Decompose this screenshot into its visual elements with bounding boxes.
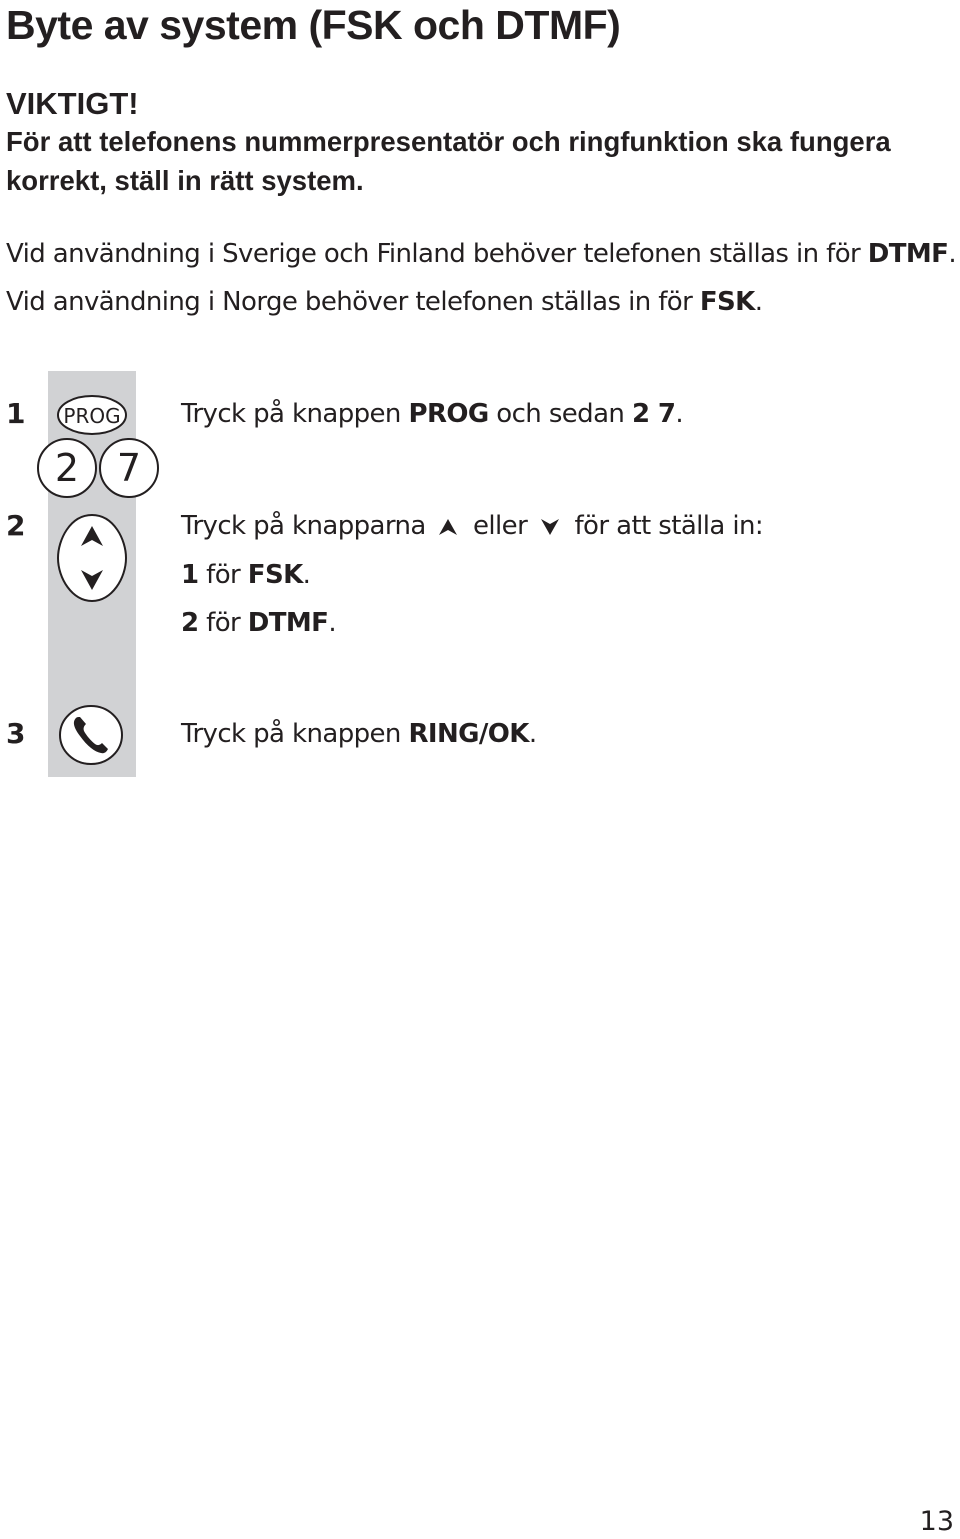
page-title: Byte av system (FSK och DTMF) [6,2,621,48]
option-number: 2 [181,608,199,638]
step-3-number: 3 [6,717,26,750]
step-1-text-part: . [675,399,684,429]
system-fsk: FSK [699,287,755,317]
up-arrow-icon [437,517,459,537]
step-3-text [181,716,537,752]
option-text: för [198,608,248,638]
key-7-label: 7 [116,446,142,490]
step-1-text-part: och sedan [488,399,632,429]
paragraph-sweden-finland [6,236,956,272]
step-1-prog: PROG [408,399,489,429]
option-dtmf [181,605,336,641]
option-text: för [198,560,248,590]
up-down-navigation-icon [56,512,128,604]
step-1-number: 1 [6,397,26,430]
key-2-label: 2 [54,446,80,490]
option-end: . [328,608,337,638]
paragraph-norway [6,284,956,320]
option-value: DTMF [247,608,329,638]
system-dtmf: DTMF [867,239,949,269]
option-value: FSK [247,560,303,590]
paragraph-text: Vid användning i Norge behöver telefonen ställas in för [6,287,700,317]
important-heading: VIKTIGT! [6,86,139,121]
phone-handset-icon [58,704,124,766]
option-end: . [302,560,311,590]
important-text: För att telefonens nummerpresentatör och ringfunktion ska fungera korrekt, ställ in rätt system. [6,126,891,196]
prog-button-icon [56,394,128,436]
paragraph-text: Vid användning i Sverige och Finland behöver telefonen ställas in för [6,239,868,269]
step-2-number: 2 [6,509,26,542]
paragraph-end: . [754,287,763,317]
step-1-text-part: Tryck på knappen [181,399,409,429]
option-fsk [181,557,310,593]
down-arrow-icon [539,517,561,537]
paragraph-end: . [948,239,957,269]
page-number: 13 [919,1506,954,1537]
step-3-text-part: Tryck på knappen [181,719,409,749]
step-1-keys: 2 7 [631,399,676,429]
step-2-text [181,508,763,544]
step-3-ring-ok: RING/OK [408,719,529,749]
step-2-text-part: eller [465,511,535,541]
step-3-text-part: . [528,719,537,749]
keys-2-7-icon [36,436,162,500]
step-1-text [181,396,683,432]
step-2-text-part: för att ställa in: [566,511,764,541]
prog-label: PROG [63,404,121,428]
step-2-text-part: Tryck på knapparna [181,511,434,541]
option-number: 1 [181,560,199,590]
